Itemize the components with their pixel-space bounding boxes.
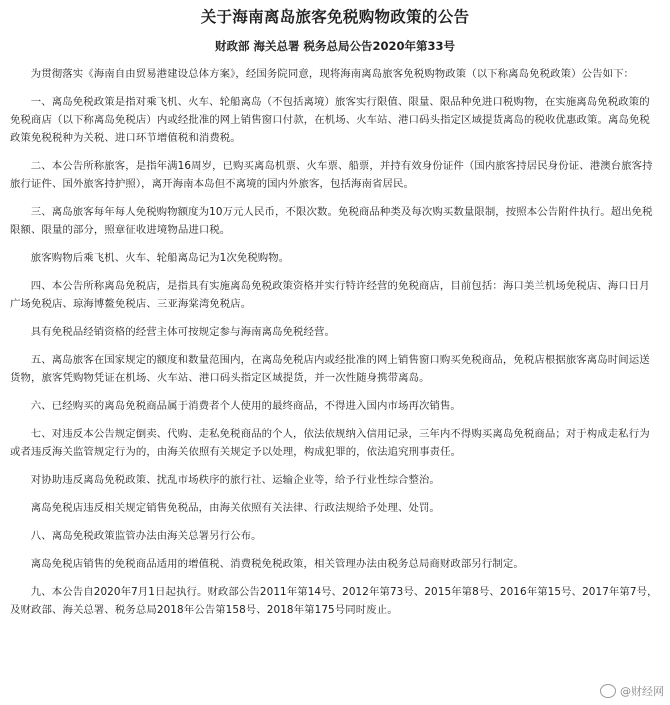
paragraph-5: 五、离岛旅客在国家规定的额度和数量范围内，在离岛免税店内或经批准的网上销售窗口购买免税商品，免税店根据旅客离岛时间运送货物，旅客凭购物凭证在机场、火车站、港口码头指定区域提货，并一次性随身携带离岛。 xyxy=(10,354,650,384)
paragraph-4: 四、本公告所称离岛免税店，是指具有实施离岛免税政策资格并实行特许经营的免税商店，目前包括：海口美兰机场免税店、海口日月广场免税店、琼海博鳌免税店、三亚海棠湾免税店。 xyxy=(10,280,650,310)
paragraph-8-note: 离岛免税店销售的免税商品适用的增值税、消费税免税政策，相关管理办法由税务总局商财政部另行制定。 xyxy=(30,558,524,570)
paragraph-7: 七、对违反本公告规定倒卖、代购、走私免税商品的个人，依法依规纳入信用记录，三年内不得购买离岛免税商品；对于构成走私行为或者违反海关监管规定行为的，由海关依照有关规定予以处理，构成犯罪的，依法追究刑事责任。 xyxy=(10,428,650,458)
paragraph-6: 六、已经购买的离岛免税商品属于消费者个人使用的最终商品，不得进入国内市场再次销售。 xyxy=(30,400,461,412)
document-title: 关于海南离岛旅客免税购物政策的公告 xyxy=(200,8,470,26)
watermark xyxy=(600,683,664,699)
intro-paragraph: 为贯彻落实《海南自由贸易港建设总体方案》，经国务院同意，现将海南离岛旅客免税购物政策（以下称离岛免税政策）公告如下： xyxy=(30,68,635,80)
document-subtitle: 财政部 海关总署 税务总局公告2020年第33号 xyxy=(214,39,455,53)
paragraph-3-note: 旅客购物后乘飞机、火车、轮船离岛记为1次免税购物。 xyxy=(30,252,290,264)
paragraph-7-note-b: 离岛免税店违反相关规定销售免税品，由海关依照有关法律、行政法规给予处理、处罚。 xyxy=(30,502,440,514)
paragraph-8: 八、离岛免税政策监管办法由海关总署另行公布。 xyxy=(30,530,262,542)
paragraph-2: 二、本公告所称旅客，是指年满16周岁，已购买离岛机票、火车票、船票，并持有效身份证件（国内旅客持居民身份证、港澳台旅客持旅行证件、国外旅客持护照），离开海南本岛但不离境的国内外旅客，包括海南省居民。 xyxy=(10,160,653,190)
paragraph-7-note-a: 对协助违反离岛免税政策、扰乱市场秩序的旅行社、运输企业等，给予行业性综合整治。 xyxy=(30,474,440,486)
paragraph-9: 九、本公告自2020年7月1日起执行。财政部公告2011年第14号、2012年第73号、2015年第8号、2016年第15号、2017年第7号，及财政部、海关总署、税务总局2018年公告第158号、2018年第175号同时废止。 xyxy=(10,586,658,616)
paragraph-3: 三、离岛旅客每年每人免税购物额度为10万元人民币，不限次数。免税商品种类及每次购买数量限制，按照本公告附件执行。超出免税限额、限量的部分，照章征收进境物品进口税。 xyxy=(10,206,653,236)
watermark-text: @财经网 xyxy=(620,685,664,698)
paragraph-4-note: 具有免税品经销资格的经营主体可按规定参与海南离岛免税经营。 xyxy=(30,326,336,338)
paragraph-1: 一、离岛免税政策是指对乘飞机、火车、轮船离岛（不包括离境）旅客实行限值、限量、限品种免进口税购物，在实施离岛免税政策的免税商店（以下称离岛免税店）内或经批准的网上销售窗口付款，在机场、火车站、港口码头指定区域提货离岛的税收优惠政策。离岛免税政策免税税种为关税、进口环节增值税和消费税。 xyxy=(10,96,650,144)
weibo-icon xyxy=(600,684,616,698)
